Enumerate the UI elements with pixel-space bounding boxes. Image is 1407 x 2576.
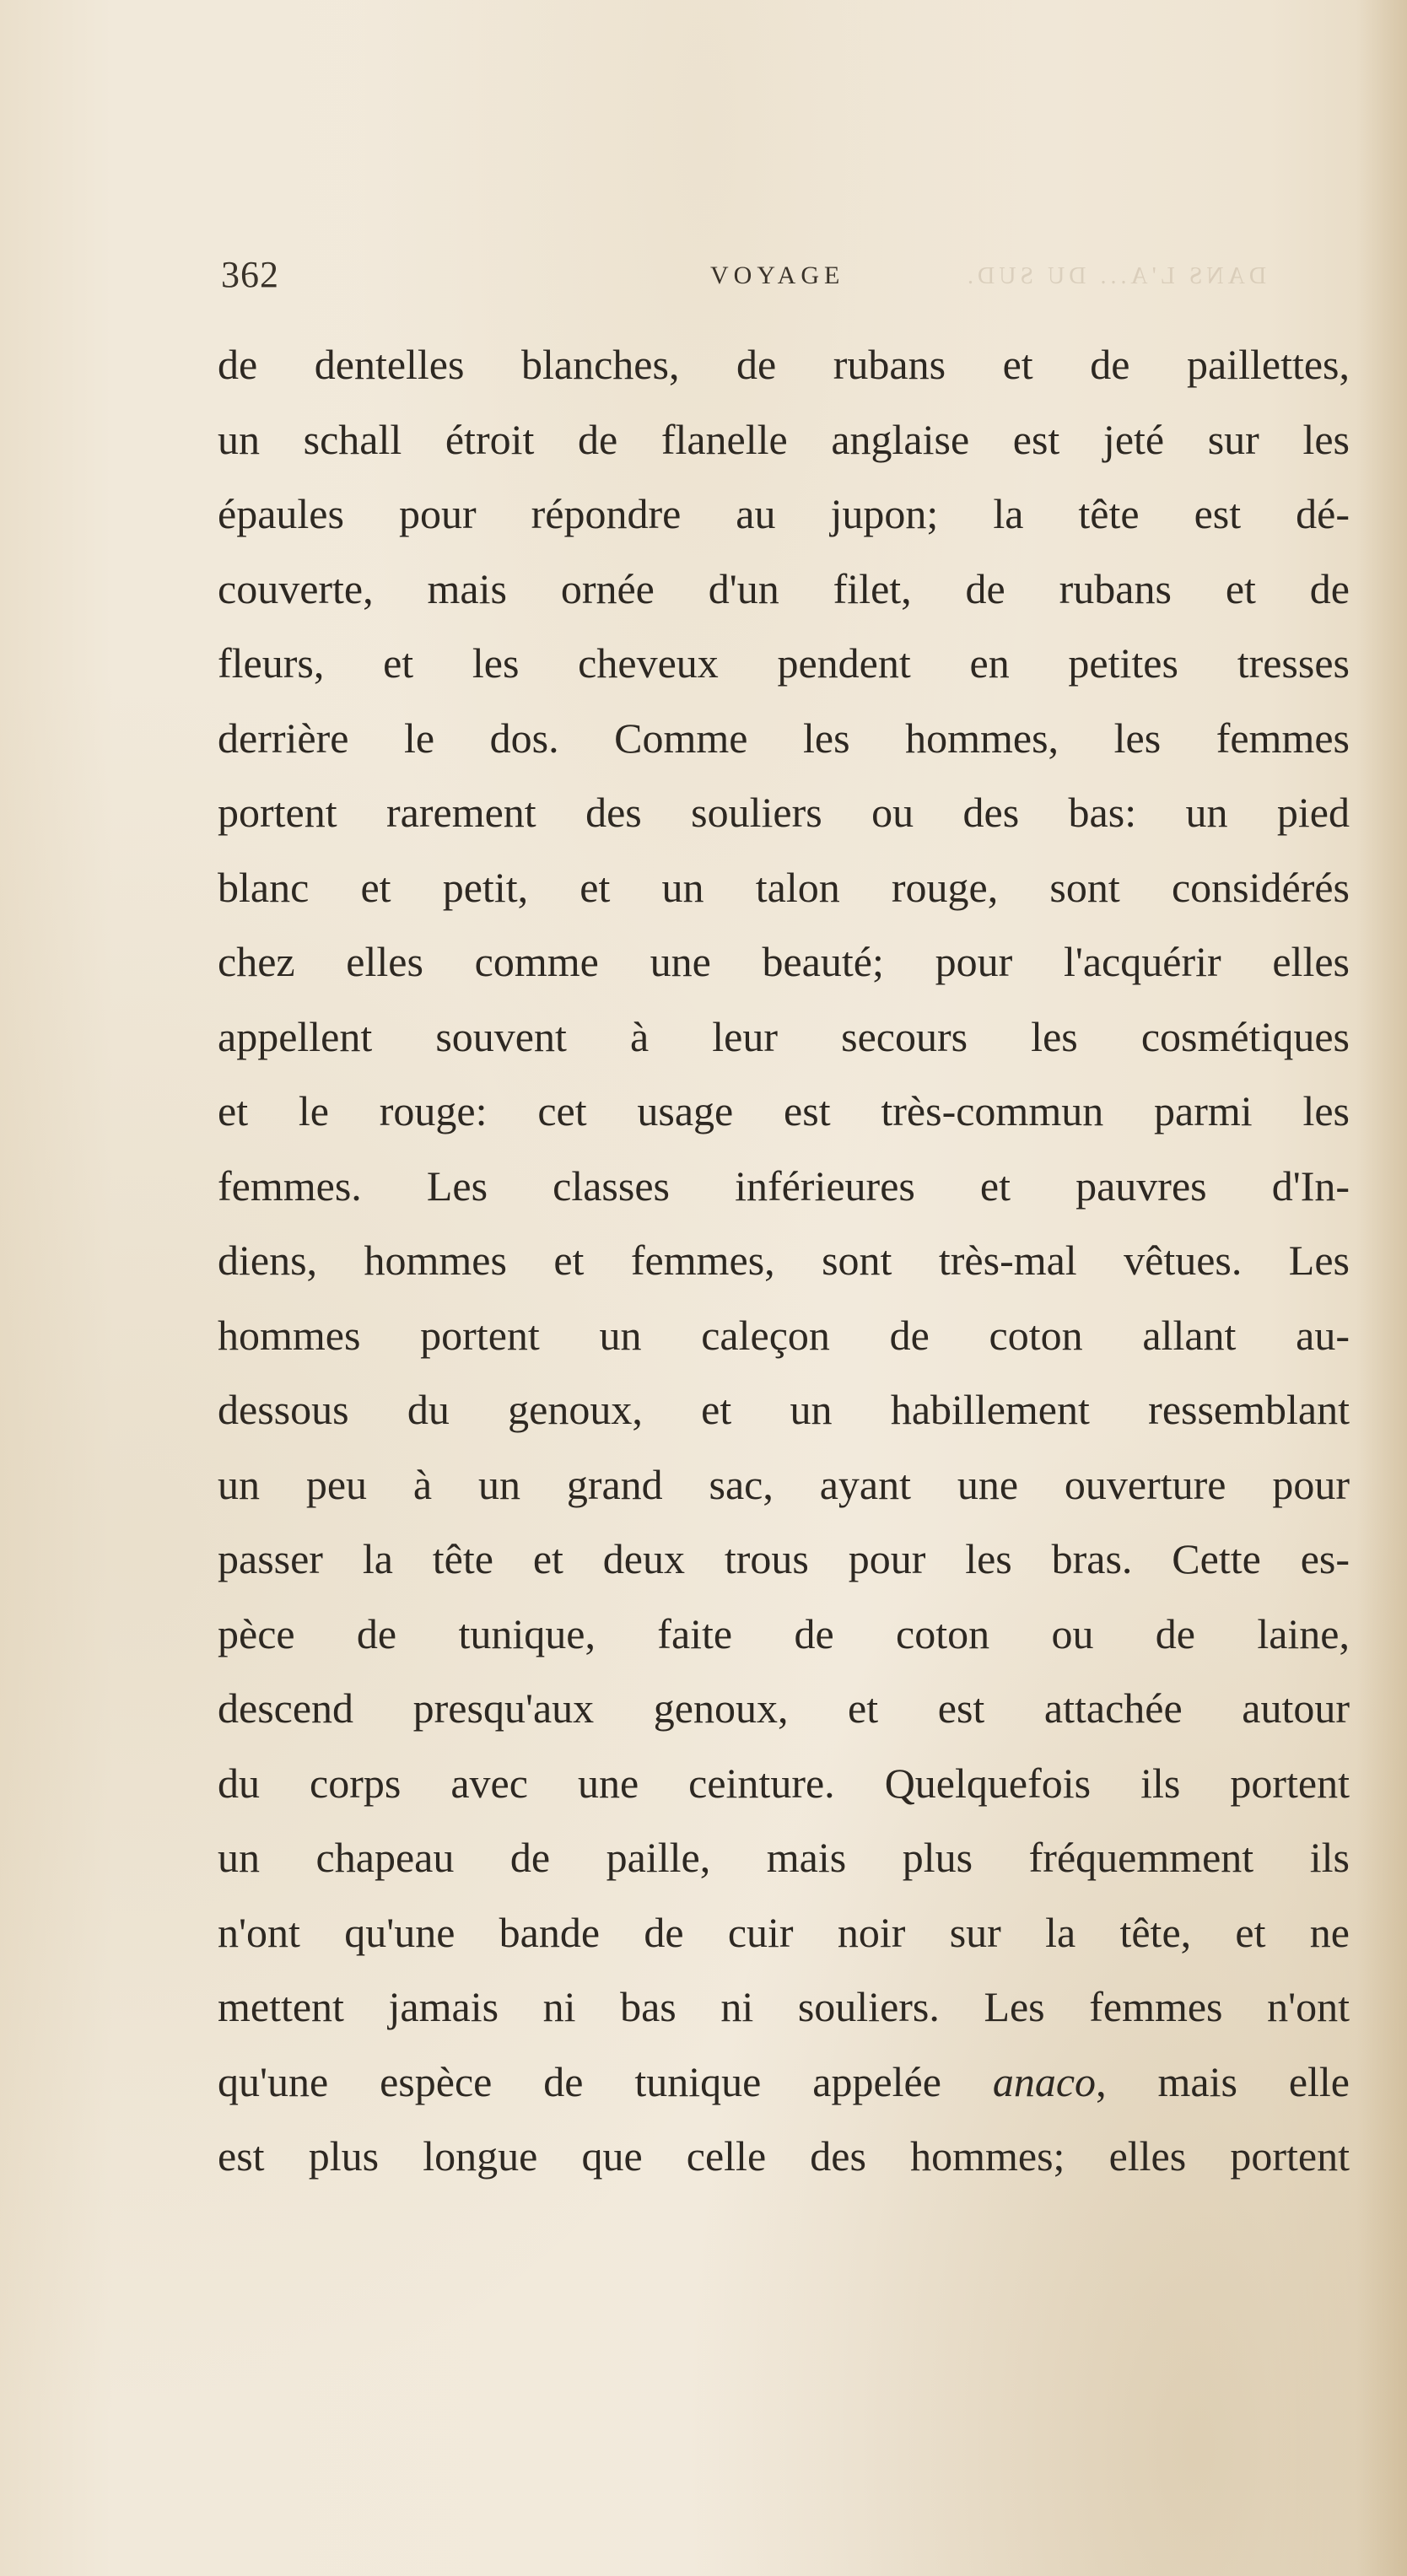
text-line: passer la tête et deux trous pour les bras. Cette es- (218, 1535, 1350, 1582)
body-text (218, 327, 1350, 2194)
text-line-with-italic (218, 2045, 1350, 2120)
text-line: un peu à un grand sac, ayant une ouverture pour (218, 1460, 1350, 1508)
page-header (221, 253, 1350, 304)
text-line: est plus longue que celle des hommes; elles portent (218, 2132, 1350, 2180)
text-line: dessous du genoux, et un habillement ressemblant (218, 1386, 1350, 1433)
text-line: hommes portent un caleçon de coton allant au- (218, 1311, 1350, 1359)
running-head: VOYAGE (710, 261, 845, 289)
page-edge-shadow (1356, 0, 1407, 2576)
text-line: appellent souvent à leur secours les cosmétiques (218, 1012, 1350, 1060)
text-line: derrière le dos. Comme les hommes, les femmes (218, 714, 1350, 762)
text-line: couverte, mais ornée d'un filet, de rubans et de (218, 564, 1350, 612)
text-line: épaules pour répondre au jupon; la tête est dé- (218, 490, 1350, 537)
text-line: femmes. Les classes inférieures et pauvres d'In- (218, 1161, 1350, 1210)
text-line: pèce de tunique, faite de coton ou de laine, (218, 1609, 1350, 1657)
text-line: n'ont qu'une bande de cuir noir sur la tête, et ne (218, 1908, 1350, 1956)
italic-term: anaco (992, 2057, 1097, 2105)
text-line: diens, hommes et femmes, sont très-mal vêtues. Les (218, 1237, 1350, 1284)
text-line: un schall étroit de flanelle anglaise est jeté sur les (218, 415, 1350, 463)
bleed-through-text: DANS L'A... DU SUD. (963, 263, 1267, 289)
text-line: chez elles comme une beauté; pour l'acquérir elles (218, 938, 1350, 985)
page-number: 362 (221, 254, 279, 295)
text-line: descend presqu'aux genoux, et est attachée autour (218, 1684, 1350, 1732)
text-line: mettent jamais ni bas ni souliers. Les femmes n'ont (218, 1983, 1350, 2030)
text-line: du corps avec une ceinture. Quelquefois ils portent (218, 1759, 1350, 1807)
text-line: portent rarement des souliers ou des bas: un pied (218, 789, 1350, 836)
text-segment: qu'une espèce de tunique appelée (218, 2057, 993, 2105)
text-line: blanc et petit, et un talon rouge, sont considérés (218, 863, 1350, 911)
text-line: un chapeau de paille, mais plus fréquemment ils (218, 1834, 1350, 1881)
text-line: et le rouge: cet usage est très-commun parmi les (218, 1087, 1350, 1134)
text-segment: , mais elle (1096, 2057, 1350, 2105)
text-line: fleurs, et les cheveux pendent en petites tresses (218, 639, 1350, 687)
text-line: de dentelles blanches, de rubans et de paillettes, (218, 341, 1350, 388)
